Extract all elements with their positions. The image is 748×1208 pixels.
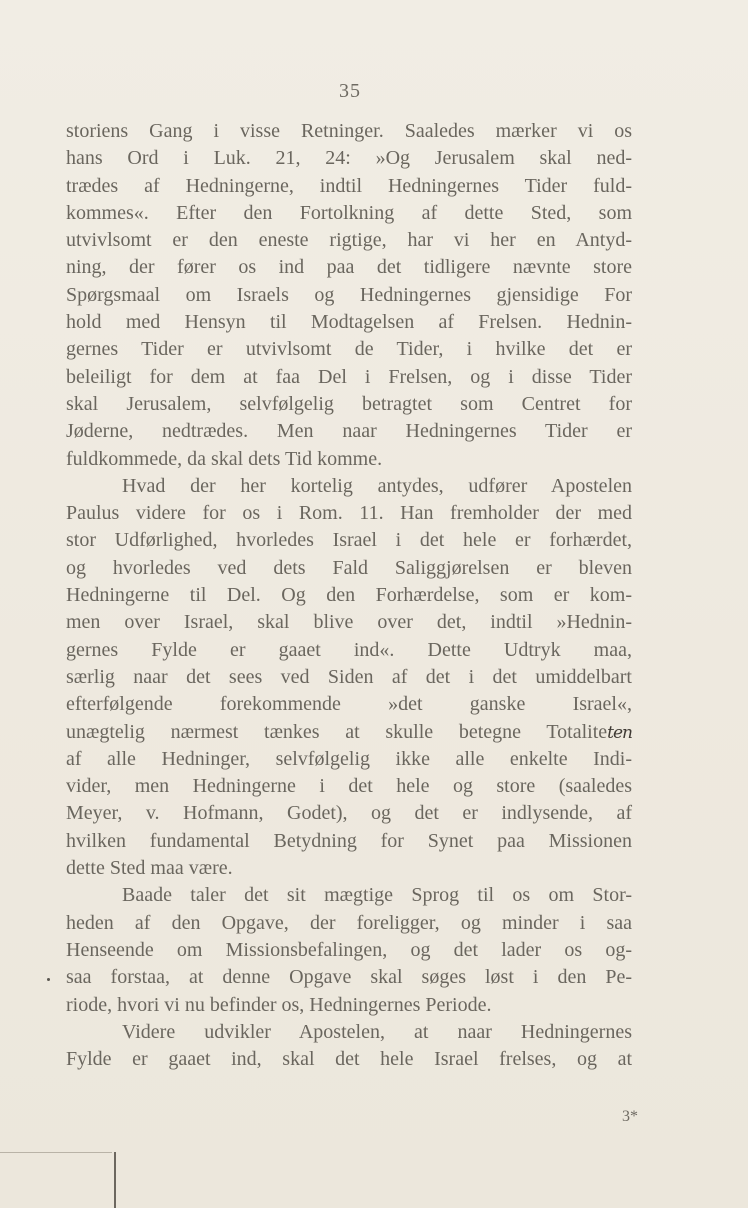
text-line: efterfølgende forekommende »det ganske Israel«,: [66, 693, 632, 716]
text-line: vider, men Hedningerne i det hele og store (saaledes: [66, 775, 632, 798]
text-line: beleiligt for dem at faa Del i Frelsen, og i disse Tider: [66, 365, 632, 388]
text-line: hvilken fundamental Betydning for Synet paa Missionen: [66, 829, 632, 852]
text-line: Hedningerne til Del. Og den Forhærdelse, som er kom-: [66, 584, 632, 607]
corner-rule: [0, 1152, 112, 1153]
text-line: ning, der fører os ind paa det tidligere nævnte store: [66, 256, 632, 279]
text-line: Spørgsmaal om Israels og Hedningernes gjensidige For: [66, 283, 632, 306]
text-line: særlig naar det sees ved Siden af det i det umiddelbart: [66, 665, 632, 688]
text-line: fuldkommede, da skal dets Tid komme.: [66, 447, 383, 470]
text-line: og hvorledes ved dets Fald Saliggjørelsen er bleven: [66, 556, 632, 579]
text-line: Jøderne, nedtrædes. Men naar Hedningernes Tider er: [66, 420, 632, 443]
text-line-with-handwriting: [66, 719, 632, 746]
text-line: saa forstaa, at denne Opgave skal søges løst i den Pe-: [66, 966, 632, 989]
text-line: Hvad der her kortelig antydes, udfører Apostelen: [122, 474, 632, 497]
text-line: storiens Gang i visse Retninger. Saaledes mærker vi os: [66, 120, 632, 142]
text-line: hold med Hensyn til Modtagelsen af Frelsen. Hednin-: [66, 311, 632, 334]
text-line: hans Ord i Luk. 21, 24: »Og Jerusalem skal ned-: [66, 147, 632, 170]
text-line: Paulus videre for os i Rom. 11. Han fremholder der med: [66, 502, 632, 525]
text-line: Henseende om Missionsbefalingen, og det lader os og-: [66, 938, 632, 961]
text-line-printed: unægtelig nærmest tænkes at skulle betegne Totalite: [66, 720, 608, 743]
text-line: skal Jerusalem, selvfølgelig betragtet som Centret for: [66, 392, 632, 415]
text-line: Baade taler det sit mægtige Sprog til os om Stor-: [122, 884, 632, 907]
text-line: kommes«. Efter den Fortolkning af dette Sted, som: [66, 201, 632, 224]
text-line: gernes Fylde er gaaet ind«. Dette Udtryk maa,: [66, 638, 632, 661]
text-line: Meyer, v. Hofmann, Godet), og det er indlysende, af: [66, 802, 632, 825]
body-text: [66, 118, 632, 1073]
text-line: men over Israel, skal blive over det, indtil »Hednin-: [66, 611, 632, 634]
handwritten-insert: ten: [607, 722, 632, 743]
text-line: heden af den Opgave, der foreligger, og minder i saa: [66, 911, 632, 934]
text-line: trædes af Hedningerne, indtil Hedningernes Tider fuld-: [66, 174, 632, 197]
page-number: 35: [339, 80, 361, 102]
text-line: dette Sted maa være.: [66, 857, 233, 880]
text-line: Fylde er gaaet ind, skal det hele Israel frelses, og at: [66, 1048, 632, 1071]
signature-mark: 3*: [622, 1108, 638, 1125]
text-line: af alle Hedninger, selvfølgelig ikke alle enkelte Indi-: [66, 747, 632, 770]
text-line: Videre udvikler Apostelen, at naar Hedningernes: [122, 1020, 632, 1043]
margin-mark: [47, 978, 50, 981]
text-line: utvivlsomt er den eneste rigtige, har vi her en Antyd-: [66, 229, 632, 252]
text-line: stor Udførlighed, hvorledes Israel i det hele er forhærdet,: [66, 529, 632, 552]
text-line: riode, hvori vi nu befinder os, Hedningernes Periode.: [66, 993, 492, 1016]
text-line: gernes Tider er utvivlsomt de Tider, i hvilke det er: [66, 338, 632, 361]
corner-vertical-rule: [114, 1152, 116, 1208]
